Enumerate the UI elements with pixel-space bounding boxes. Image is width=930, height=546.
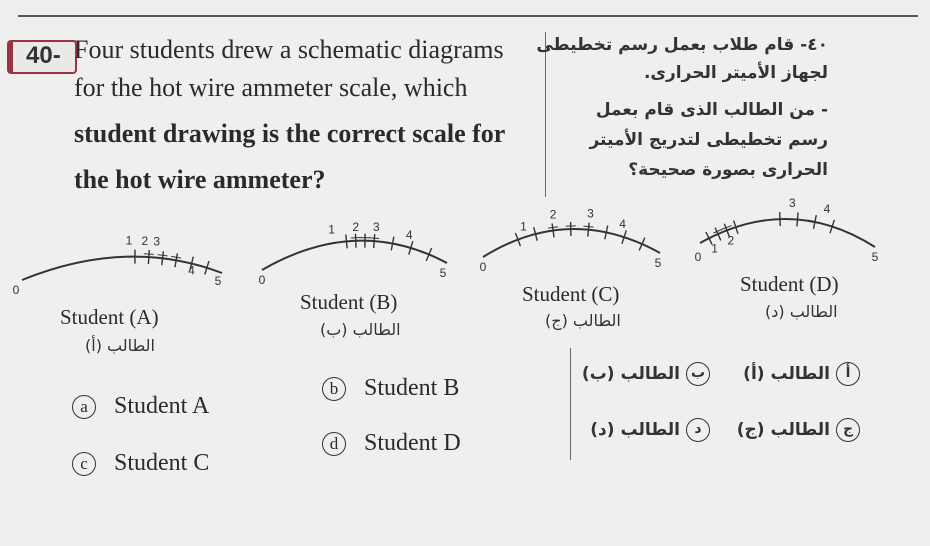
scale-label-1: 1 [711, 241, 718, 256]
option-ar-c-letter: ج [836, 418, 860, 442]
option-c[interactable] [72, 450, 209, 477]
scale-tick [355, 234, 356, 248]
scale-label-1: 1 [328, 222, 335, 237]
scale-label-3: 3 [372, 220, 380, 235]
scale-student-b [259, 220, 447, 287]
scale-minor-mark [548, 227, 558, 228]
scale-student-d [695, 196, 879, 264]
arabic-question-line-5: الحرارى بصورة صحيحة؟ [628, 160, 828, 180]
option-ar-c-text: الطالب (ج) [736, 420, 830, 440]
option-ar-a[interactable] [743, 362, 860, 386]
option-c-text: Student C [114, 450, 210, 476]
option-ar-d-text: الطالب (د) [590, 420, 680, 440]
scale-minor-mark [144, 254, 154, 255]
scale-tick [797, 212, 798, 226]
scale-label-5: 5 [214, 274, 222, 288]
option-ar-a-letter: أ [836, 362, 860, 386]
scale-tick [346, 234, 347, 248]
scale-label-2: 2 [727, 233, 735, 248]
scale-tick [552, 224, 554, 238]
caption-student-d: Student (D) [740, 272, 839, 296]
caption-ar-student-c: الطالب (ج) [545, 311, 621, 330]
option-d[interactable] [322, 430, 461, 457]
question-text-line-4: the hot wire ammeter? [74, 165, 326, 194]
option-a[interactable] [72, 393, 209, 420]
caption-student-a: Student (A) [60, 305, 159, 329]
scale-arc [700, 219, 875, 247]
option-ar-d-letter: د [686, 418, 710, 442]
scale-tick [148, 250, 149, 264]
question-number: 40- [26, 42, 61, 69]
scale-label-4: 4 [188, 263, 195, 278]
caption-ar-student-b: الطالب (ب) [320, 320, 401, 339]
scale-label-3: 3 [788, 196, 796, 211]
scale-tick [780, 212, 781, 226]
option-b-letter: b [322, 377, 346, 401]
scale-label-1: 1 [125, 233, 133, 248]
question-text-line-1: Four students drew a schematic diagrams [74, 35, 504, 64]
option-d-letter: d [322, 432, 346, 456]
caption-ar-student-d: الطالب (د) [765, 302, 838, 321]
scale-label-2: 2 [549, 207, 557, 222]
scale-arc [262, 241, 447, 270]
scale-minor-mark [584, 226, 594, 227]
top-rule [18, 15, 918, 17]
scale-label-5: 5 [439, 266, 447, 280]
option-ar-a-text: الطالب (أ) [743, 364, 830, 384]
scale-label-0: 0 [479, 260, 487, 274]
scale-label-4: 4 [823, 201, 831, 216]
scale-minor-mark [369, 238, 379, 239]
arabic-question-line-1: ٤٠- قام طلاب بعمل رسم تخطيطى [536, 35, 828, 55]
question-text-line-2: for the hot wire ammeter scale, which [74, 73, 468, 102]
scale-label-5: 5 [871, 250, 879, 264]
caption-student-b: Student (B) [300, 290, 398, 314]
scale-label-5: 5 [654, 256, 662, 270]
caption-ar-student-a: الطالب (أ) [85, 336, 155, 355]
scale-label-2: 2 [352, 219, 360, 234]
scale-tick [374, 234, 375, 248]
scale-label-0: 0 [694, 250, 702, 264]
scale-label-3: 3 [587, 206, 594, 221]
scale-label-0: 0 [12, 283, 20, 297]
option-b[interactable] [322, 375, 459, 402]
arabic-question-line-3: - من الطالب الذى قام بعمل [595, 100, 828, 120]
scale-student-a [13, 234, 222, 297]
option-a-text: Student A [114, 393, 210, 419]
scale-label-4: 4 [405, 227, 413, 242]
option-c-letter: c [72, 452, 96, 476]
question-text-line-3: student drawing is the correct scale for [74, 119, 506, 148]
scale-tick [162, 251, 164, 265]
option-ar-b-letter: ب [686, 362, 710, 386]
scale-label-1: 1 [520, 219, 527, 234]
arabic-question-line-2: لجهاز الأميتر الحرارى. [643, 63, 828, 83]
option-d-text: Student D [364, 430, 461, 456]
scale-label-0: 0 [258, 273, 266, 287]
scale-label-4: 4 [619, 217, 626, 232]
option-ar-d[interactable] [590, 418, 710, 442]
scale-label-2: 2 [141, 233, 149, 248]
column-divider-top [545, 32, 546, 197]
scale-student-c [480, 207, 662, 274]
caption-student-c: Student (C) [522, 282, 620, 306]
option-a-letter: a [72, 395, 96, 419]
option-ar-c[interactable] [737, 418, 860, 442]
scale-tick [588, 223, 589, 237]
scale-minor-mark [158, 255, 168, 256]
option-ar-b[interactable] [582, 362, 710, 386]
column-divider-bottom [570, 348, 571, 460]
option-ar-b-text: الطالب (ب) [581, 364, 680, 384]
scale-label-3: 3 [153, 234, 161, 249]
option-b-text: Student B [364, 375, 460, 401]
arabic-question-line-4: رسم تخطيطى لتدريج الأميتر [589, 130, 828, 150]
